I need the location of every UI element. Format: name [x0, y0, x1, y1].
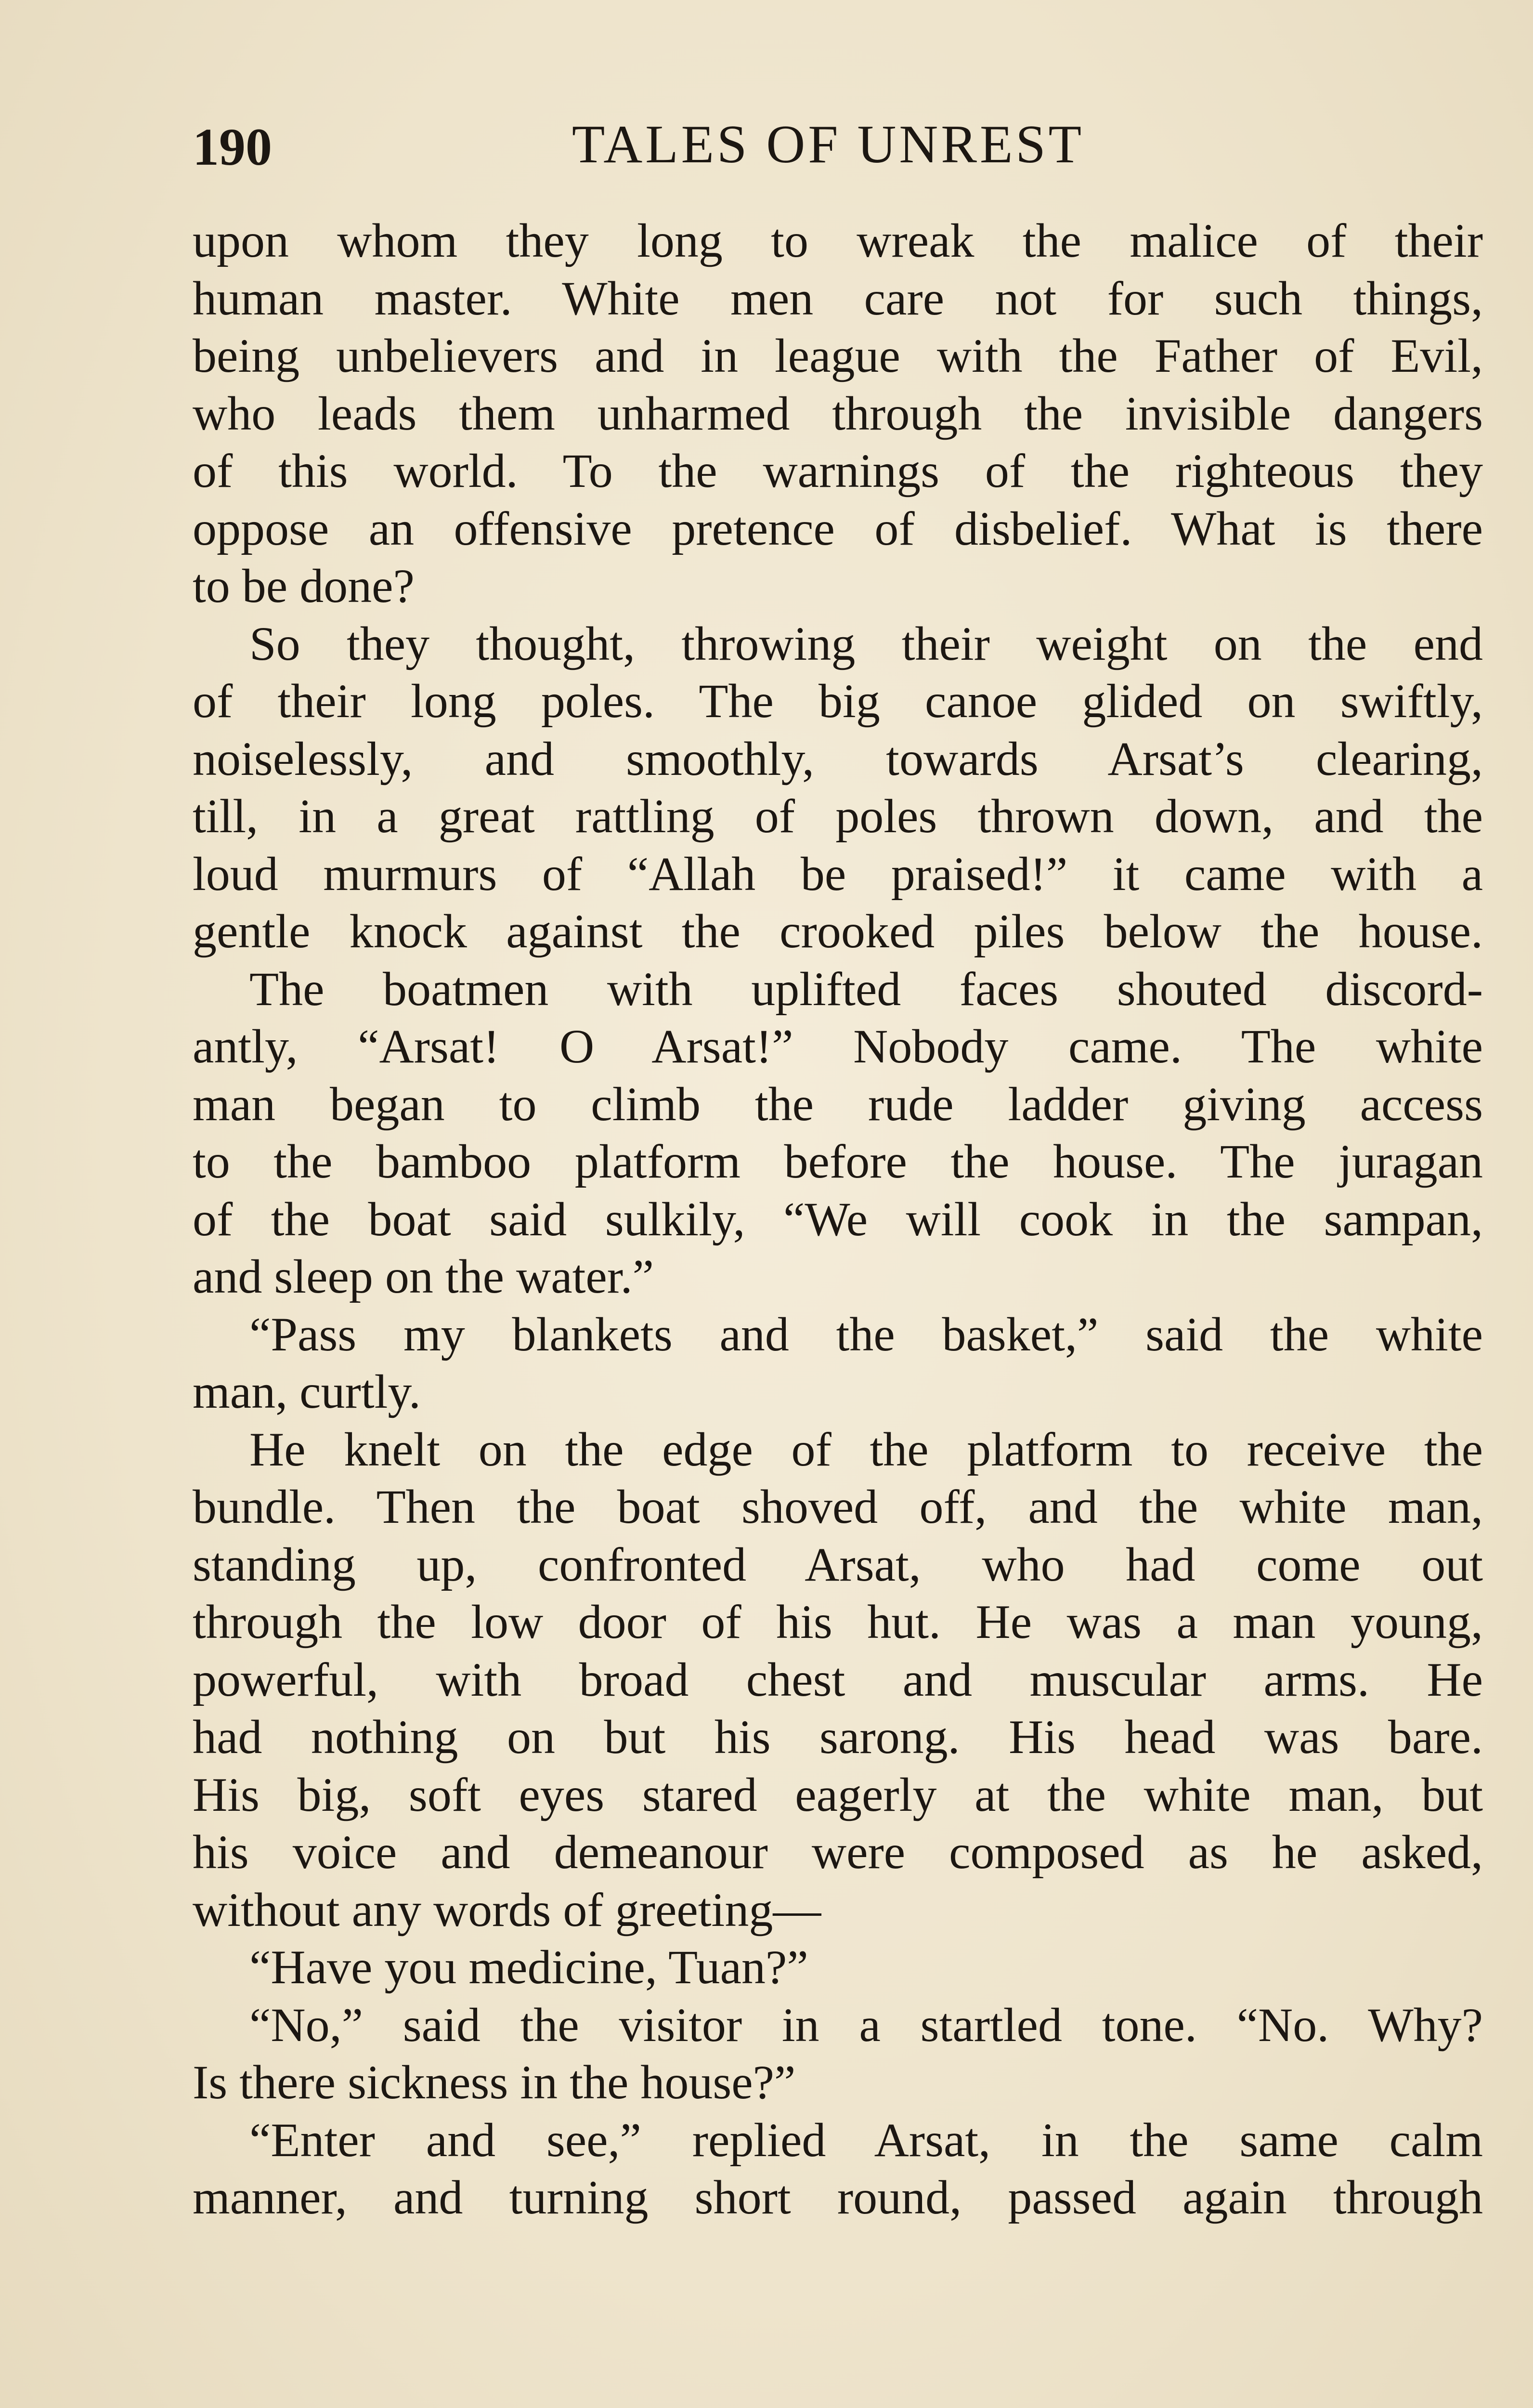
text-line: human master. White men care not for such things,: [193, 271, 1483, 325]
text-line: till, in a great rattling of poles thrown down, and the: [193, 789, 1483, 843]
text-line: oppose an offensive pretence of disbelief. What is there: [193, 501, 1483, 555]
running-title: TALES OF UNREST: [572, 115, 1085, 174]
page-number: 190: [193, 118, 272, 176]
text-line: his voice and demeanour were composed as he asked,: [193, 1825, 1483, 1879]
text-line: His big, soft eyes stared eagerly at the white man, but: [193, 1767, 1483, 1821]
text-line: He knelt on the edge of the platform to receive the: [249, 1422, 1483, 1476]
text-line: man, curtly.: [193, 1365, 421, 1418]
text-line: loud murmurs of “Allah be praised!” it came with a: [193, 847, 1483, 901]
text-line: “Have you medicine, Tuan?”: [249, 1940, 808, 1994]
text-line: to the bamboo platform before the house. The juragan: [193, 1135, 1483, 1188]
text-line: “No,” said the visitor in a startled tone. “No. Why?: [249, 1998, 1483, 2052]
text-line: man began to climb the rude ladder giving access: [193, 1077, 1483, 1131]
text-line: powerful, with broad chest and muscular arms. He: [193, 1652, 1483, 1706]
text-line: Is there sickness in the house?”: [193, 2055, 796, 2109]
text-line: without any words of greeting—: [193, 1883, 821, 1937]
text-line: had nothing on but his sarong. His head was bare.: [193, 1710, 1483, 1764]
text-line: of the boat said sulkily, “We will cook in the sampan,: [193, 1192, 1483, 1246]
text-line: of their long poles. The big canoe glided on swiftly,: [193, 674, 1483, 728]
text-line: “Enter and see,” replied Arsat, in the same calm: [249, 2113, 1483, 2167]
text-line: standing up, confronted Arsat, who had come out: [193, 1537, 1483, 1591]
text-line: to be done?: [193, 559, 415, 613]
text-line: and sleep on the water.”: [193, 1250, 654, 1303]
text-line: The boatmen with uplifted faces shouted discord-: [249, 962, 1483, 1016]
text-line: gentle knock against the crooked piles below the house.: [193, 904, 1483, 958]
text-line: “Pass my blankets and the basket,” said the white: [249, 1307, 1483, 1361]
page-header: [193, 112, 1464, 179]
text-line: who leads them unharmed through the invisible dangers: [193, 386, 1483, 440]
body-text: [193, 212, 1483, 2226]
text-line: noiselessly, and smoothly, towards Arsat’s clearing,: [193, 732, 1483, 785]
text-line: through the low door of his hut. He was a man young,: [193, 1595, 1483, 1649]
text-line: bundle. Then the boat shoved off, and the white man,: [193, 1480, 1483, 1533]
text-line: of this world. To the warnings of the righteous they: [193, 444, 1483, 497]
text-line: manner, and turning short round, passed again through: [193, 2171, 1483, 2224]
text-line: antly, “Arsat! O Arsat!” Nobody came. The white: [193, 1020, 1483, 1073]
text-line: upon whom they long to wreak the malice of their: [193, 214, 1483, 267]
text-line: being unbelievers and in league with the Father of Evil,: [193, 329, 1483, 382]
text-line: So they thought, throwing their weight on the end: [249, 616, 1483, 670]
